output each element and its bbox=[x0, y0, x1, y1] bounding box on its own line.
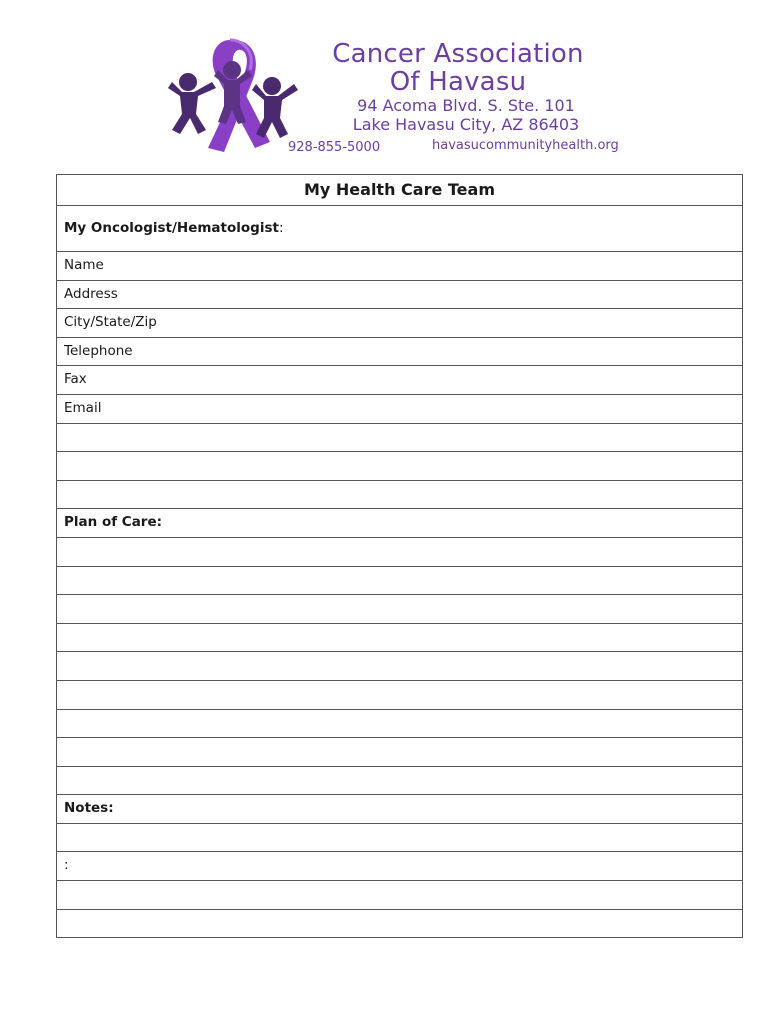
plan-line[interactable] bbox=[57, 737, 742, 766]
health-care-team-form bbox=[56, 174, 743, 938]
notes-line[interactable] bbox=[57, 823, 742, 852]
notes-line[interactable] bbox=[57, 909, 742, 938]
phone-number: 928-855-5000 bbox=[288, 140, 381, 155]
notes-label: Notes: bbox=[57, 794, 742, 823]
blank-line[interactable] bbox=[57, 423, 742, 452]
organization-address bbox=[336, 96, 596, 134]
org-name-line1: Cancer Association bbox=[332, 39, 584, 69]
oncologist-section-label bbox=[57, 205, 742, 251]
website-url: havasucommunityhealth.org bbox=[432, 138, 619, 153]
plan-line[interactable] bbox=[57, 566, 742, 595]
plan-line[interactable] bbox=[57, 680, 742, 709]
field-city-state-zip[interactable]: City/State/Zip bbox=[57, 308, 742, 337]
oncologist-label: My Oncologist/Hematologist bbox=[64, 220, 279, 236]
letterhead bbox=[0, 0, 770, 170]
org-name-line2: Of Havasu bbox=[389, 67, 527, 97]
plan-line[interactable] bbox=[57, 766, 742, 795]
notes-line[interactable] bbox=[57, 880, 742, 909]
blank-line[interactable] bbox=[57, 480, 742, 509]
plan-line[interactable] bbox=[57, 594, 742, 623]
plan-line[interactable] bbox=[57, 537, 742, 566]
organization-name bbox=[318, 40, 598, 96]
plan-of-care-label: Plan of Care: bbox=[57, 508, 742, 537]
blank-line[interactable] bbox=[57, 451, 742, 480]
field-name[interactable]: Name bbox=[57, 251, 742, 280]
plan-line[interactable] bbox=[57, 709, 742, 738]
notes-line[interactable]: : bbox=[57, 851, 742, 880]
field-email[interactable]: Email bbox=[57, 394, 742, 423]
address-line1: 94 Acoma Blvd. S. Ste. 101 bbox=[357, 96, 575, 115]
field-address[interactable]: Address bbox=[57, 280, 742, 309]
field-telephone[interactable]: Telephone bbox=[57, 337, 742, 366]
field-fax[interactable]: Fax bbox=[57, 365, 742, 394]
plan-line[interactable] bbox=[57, 651, 742, 680]
ribbon-logo-icon bbox=[160, 30, 305, 155]
address-line2: Lake Havasu City, AZ 86403 bbox=[352, 115, 580, 134]
plan-line[interactable] bbox=[57, 623, 742, 652]
oncologist-colon: : bbox=[278, 220, 284, 236]
form-title: My Health Care Team bbox=[303, 180, 495, 199]
